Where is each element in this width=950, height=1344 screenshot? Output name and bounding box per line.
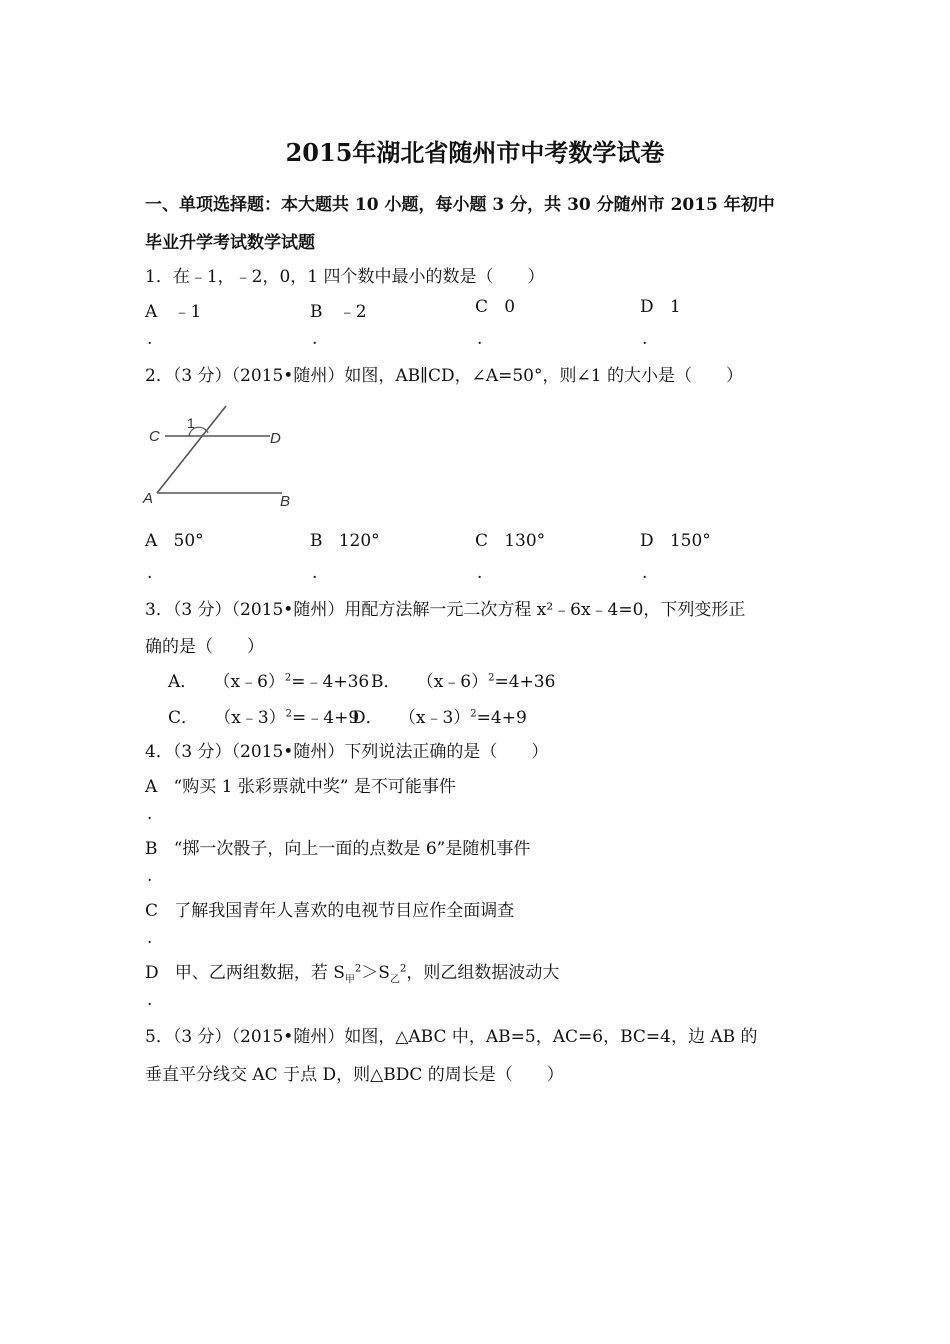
q3-option-a-letter: A． xyxy=(168,672,198,692)
q1-option-a-text: ﹣1 xyxy=(173,302,202,322)
q4-option-d-sub1: 甲 xyxy=(344,974,355,986)
q3-option-a-pre: （x﹣6） xyxy=(213,672,285,692)
q4-option-b-dot: . xyxy=(147,866,153,886)
q4-option-d-pre: 甲、乙两组数据，若 S xyxy=(174,963,345,983)
page-title: 2015年湖北省随州市中考数学试卷 xyxy=(285,138,665,167)
point-a-label: A xyxy=(143,490,154,507)
q4-option-c-text: 了解我国青年人喜欢的电视节目应作全面调查 xyxy=(174,901,515,921)
q3-option-d xyxy=(352,703,527,728)
q5-stem-line1: 5．（3 分）（2015•随州）如图，△ABC 中，AB=5，AC=6，BC=4，边 AB 的 xyxy=(145,1027,758,1047)
q4-option-a-dot: . xyxy=(147,804,153,824)
q4-stem: 4．（3 分）（2015•随州）下列说法正确的是（ ） xyxy=(145,742,549,762)
q4-option-a xyxy=(145,772,456,797)
q3-option-c xyxy=(168,703,359,728)
q1-option-a xyxy=(145,297,201,322)
q3-stem-line1: 3．（3 分）（2015•随州）用配方法解一元二次方程 x²﹣6x﹣4=0，下列变形正 xyxy=(145,600,746,620)
q2-option-a-letter: A xyxy=(145,531,158,551)
q3-option-a-sup: 2 xyxy=(284,672,292,684)
q4-option-d-sup2: 2 xyxy=(399,963,407,975)
q2-figure xyxy=(140,400,300,515)
q4-option-d-mid: ＞S xyxy=(361,963,390,983)
q2-option-c-dot: . xyxy=(477,563,483,583)
q2-option-a xyxy=(145,531,204,551)
q3-option-c-pre: （x﹣3） xyxy=(214,708,286,728)
q4-option-d-dot: . xyxy=(147,990,153,1010)
q1-option-d xyxy=(640,297,681,317)
q3-option-b xyxy=(371,667,555,692)
section-heading-line2: 毕业升学考试数学试题 xyxy=(145,233,315,253)
q1-option-c xyxy=(475,297,515,317)
q2-option-d-text: 150° xyxy=(669,531,711,551)
q2-option-b xyxy=(310,531,380,551)
q4-option-b xyxy=(145,834,530,859)
q4-option-a-text: “购买 1 张彩票就中奖” 是不可能事件 xyxy=(173,777,456,797)
q4-option-a-letter: A xyxy=(145,777,158,797)
q3-stem-line2: 确的是（ ） xyxy=(145,637,264,657)
q3-option-b-sup: 2 xyxy=(488,672,495,684)
q1-stem: 1．在﹣1，﹣2，0，1 四个数中最小的数是（ ） xyxy=(145,267,545,287)
q4-option-c xyxy=(145,896,514,921)
q1-option-a-dot: . xyxy=(147,329,153,349)
point-b-label: B xyxy=(280,493,291,510)
q3-option-c-letter: C． xyxy=(168,708,199,728)
q2-option-b-text: 120° xyxy=(338,531,380,551)
point-c-label: C xyxy=(149,428,160,445)
q3-option-d-sup: 2 xyxy=(470,708,477,720)
q2-option-d-letter: D xyxy=(640,531,654,551)
q1-option-d-text: 1 xyxy=(669,297,681,317)
q2-option-c-letter: C xyxy=(475,531,489,551)
q5-stem-line2: 垂直平分线交 AC 于点 D，则△BDC 的周长是（ ） xyxy=(145,1065,564,1085)
q4-option-c-letter: C xyxy=(145,901,159,921)
q3-option-c-sup: 2 xyxy=(285,708,293,720)
q1-option-c-text: 0 xyxy=(504,297,516,317)
q1-option-c-letter: C xyxy=(475,297,489,317)
q1-option-c-dot: . xyxy=(477,329,483,349)
angle-1-label: 1 xyxy=(187,415,195,431)
q3-option-b-pre: （x﹣6） xyxy=(416,672,489,692)
q4-option-b-text: “掷一次骰子，向上一面的点数是 6”是随机事件 xyxy=(173,839,531,859)
q2-option-b-letter: B xyxy=(310,531,323,551)
q3-option-a-post: =﹣4+36 xyxy=(291,672,370,692)
q3-option-b-post: =4+36 xyxy=(494,672,556,692)
q4-option-d-post: ，则乙组数据波动大 xyxy=(406,963,560,983)
q4-option-b-letter: B xyxy=(145,839,158,859)
q1-option-a-letter: A xyxy=(145,302,158,322)
q1-option-d-dot: . xyxy=(642,329,648,349)
q1-option-b xyxy=(310,297,367,322)
q4-option-d-sup1: 2 xyxy=(354,963,362,975)
q1-option-d-letter: D xyxy=(640,297,654,317)
q3-option-b-letter: B． xyxy=(371,672,401,692)
q2-option-a-dot: . xyxy=(147,563,153,583)
q3-option-d-letter: D． xyxy=(352,708,383,728)
q2-option-b-dot: . xyxy=(312,563,318,583)
section-heading-line1: 一、单项选择题：本大题共 10 小题，每小题 3 分，共 30 分随州市 2015 年初中 xyxy=(145,195,775,215)
q4-option-c-dot: . xyxy=(147,928,153,948)
q4-option-d-sub2: 乙 xyxy=(389,974,400,986)
q2-stem: 2．（3 分）（2015•随州）如图，AB∥CD，∠A=50°，则∠1 的大小是（ ） xyxy=(145,366,743,386)
q2-option-d xyxy=(640,531,711,551)
q3-option-a xyxy=(168,667,369,692)
point-d-label: D xyxy=(270,430,281,447)
q4-option-d xyxy=(145,958,560,986)
q3-option-d-pre: （x﹣3） xyxy=(398,708,471,728)
q2-option-c xyxy=(475,531,545,551)
q3-option-c-post: =﹣4+9 xyxy=(292,708,360,728)
q1-option-b-dot: . xyxy=(312,329,318,349)
q1-option-b-text: ﹣2 xyxy=(338,302,367,322)
q2-option-d-dot: . xyxy=(642,563,648,583)
q1-option-b-letter: B xyxy=(310,302,323,322)
q2-option-a-text: 50° xyxy=(173,531,204,551)
q2-option-c-text: 130° xyxy=(504,531,546,551)
q4-option-d-letter: D xyxy=(145,963,159,983)
q3-option-d-post: =4+9 xyxy=(476,708,527,728)
